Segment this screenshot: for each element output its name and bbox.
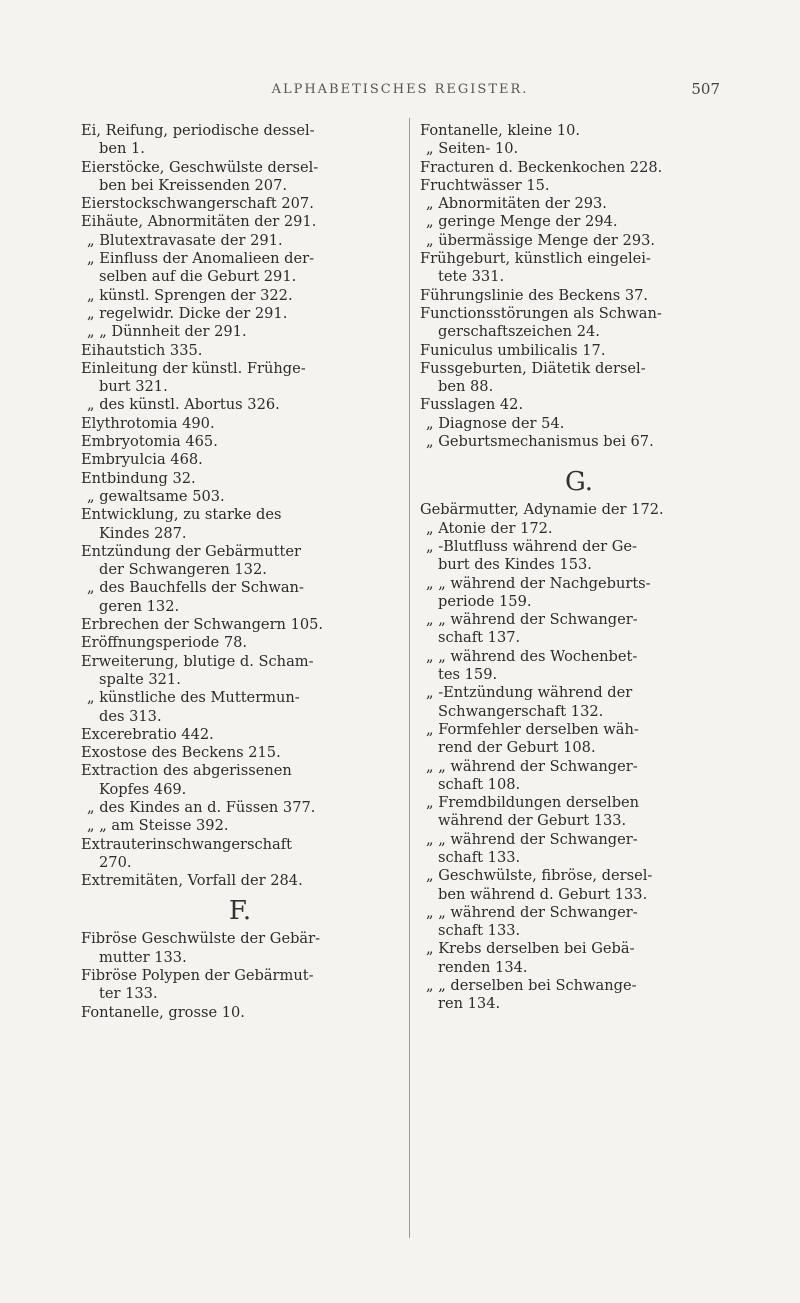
index-entry: Fibröse Geschwülste der Gebär-	[81, 930, 321, 948]
index-entry-continuation: geren 132.	[99, 597, 180, 615]
index-entry-continuation: schaft 133.	[438, 848, 521, 866]
index-entry-continuation: „ künstl. Sprengen der 322.	[87, 286, 293, 304]
index-entry-continuation: ben bei Kreissenden 207.	[99, 176, 288, 194]
index-entry-continuation: 270.	[99, 853, 132, 871]
index-entry: Embryulcia 468.	[81, 451, 203, 469]
index-entry-continuation: „ „ während der Schwanger-	[426, 757, 638, 775]
index-entry: Fontanelle, grosse 10.	[81, 1003, 245, 1021]
index-entry-continuation: „ „ während des Wochenbet-	[426, 647, 638, 665]
index-entry-continuation: burt 321.	[99, 378, 168, 396]
index-entry-continuation: „ „ am Steisse 392.	[87, 817, 229, 835]
index-entry-continuation: „ geringe Menge der 294.	[426, 213, 618, 231]
index-entry: Excerebratio 442.	[81, 725, 214, 743]
index-entry: Exostose des Beckens 215.	[81, 744, 281, 762]
index-entry: Funiculus umbilicalis 17.	[420, 341, 606, 359]
index-entry-continuation: „ Atonie der 172.	[426, 519, 553, 537]
index-entry: Functionsstörungen als Schwan-	[420, 304, 662, 322]
index-entry: Eihäute, Abnormitäten der 291.	[81, 213, 317, 231]
index-entry-continuation: „ des Bauchfells der Schwan-	[87, 579, 304, 597]
index-entry-continuation: „ „ während der Schwanger-	[426, 903, 638, 921]
index-entry: Eihautstich 335.	[81, 341, 203, 359]
index-entry-continuation: „ Diagnose der 54.	[426, 414, 565, 432]
right-column	[420, 122, 738, 1014]
section-letter: F.	[228, 896, 252, 927]
index-entry-continuation: „ „ während der Nachgeburts-	[426, 574, 651, 592]
index-entry-continuation: „ Seiten- 10.	[426, 140, 519, 158]
index-entry-continuation: „ -Blutfluss während der Ge-	[426, 537, 637, 555]
index-entry-continuation: „ „ während der Schwanger-	[426, 611, 638, 629]
index-entry-continuation: ben 1.	[99, 140, 145, 158]
running-title: ALPHABETISCHES REGISTER.	[271, 82, 529, 97]
index-entry-continuation: burt des Kindes 153.	[438, 556, 592, 574]
index-entry-continuation: renden 134.	[438, 958, 528, 976]
index-entry-continuation: ben während d. Geburt 133.	[438, 885, 648, 903]
index-entry: Eierstöcke, Geschwülste dersel-	[81, 158, 319, 176]
index-entry-continuation: „ Geschwülste, fibröse, dersel-	[426, 867, 653, 885]
index-entry-continuation: Kindes 287.	[99, 524, 187, 542]
index-entry-continuation: tes 159.	[438, 666, 498, 684]
index-entry: Eierstockschwangerschaft 207.	[81, 195, 314, 213]
index-entry-continuation: schaft 108.	[438, 775, 521, 793]
section-gap	[420, 451, 738, 461]
index-entry: Entwicklung, zu starke des	[81, 506, 282, 524]
index-entry-continuation: ren 134.	[438, 995, 501, 1013]
index-entry-continuation: schaft 137.	[438, 629, 521, 647]
index-entry-continuation: ter 133.	[99, 985, 158, 1003]
index-entry-continuation: Schwangerschaft 132.	[438, 702, 604, 720]
index-entry: Fontanelle, kleine 10.	[420, 122, 581, 139]
page-number: 507	[691, 80, 720, 98]
index-entry: Ei, Reifung, periodische dessel-	[81, 122, 315, 139]
index-entry: Frühgeburt, künstlich eingelei-	[420, 250, 651, 268]
index-entry: Fussgeburten, Diätetik dersel-	[420, 359, 646, 377]
index-entry-continuation: „ künstliche des Muttermun-	[87, 689, 300, 707]
index-entry-continuation: „ „ Dünnheit der 291.	[87, 323, 247, 341]
index-entry: Extremitäten, Vorfall der 284.	[81, 872, 303, 890]
index-entry: Eröffnungsperiode 78.	[81, 634, 248, 652]
index-entry-continuation: mutter 133.	[99, 948, 187, 966]
index-entry: Einleitung der künstl. Frühge-	[81, 359, 306, 377]
index-entry: Entbindung 32.	[81, 469, 196, 487]
index-entry: Erbrechen der Schwangern 105.	[81, 616, 324, 634]
left-column	[81, 122, 399, 1022]
index-entry-continuation: „ regelwidr. Dicke der 291.	[87, 304, 288, 322]
index-entry-continuation: selben auf die Geburt 291.	[99, 268, 297, 286]
index-entry-continuation: „ Fremdbildungen derselben	[426, 794, 640, 812]
index-entry: Führungslinie des Beckens 37.	[420, 286, 649, 304]
index-entry-continuation: Kopfes 469.	[99, 780, 187, 798]
index-entry: Fruchtwässer 15.	[420, 176, 550, 194]
index-entry-continuation: schaft 133.	[438, 922, 521, 940]
index-entry-continuation: während der Geburt 133.	[438, 812, 627, 830]
index-entry: Extraction des abgerissenen	[81, 762, 292, 780]
running-head	[0, 80, 800, 108]
index-entry-continuation: ben 88.	[438, 378, 494, 396]
index-entry-continuation: tete 331.	[438, 268, 505, 286]
index-entry-continuation: „ des künstl. Abortus 326.	[87, 396, 280, 414]
index-entry-continuation: spalte 321.	[99, 670, 181, 688]
index-entry-continuation: der Schwangeren 132.	[99, 561, 267, 579]
index-entry-continuation: „ des Kindes an d. Füssen 377.	[87, 798, 316, 816]
index-entry: Embryotomia 465.	[81, 433, 218, 451]
index-entry-continuation: „ „ derselben bei Schwange-	[426, 977, 637, 995]
index-entry-continuation: periode 159.	[438, 592, 532, 610]
index-entry: Fusslagen 42.	[420, 396, 524, 414]
index-entry-continuation: „ Einfluss der Anomalieen der-	[87, 250, 315, 268]
index-entry-continuation: rend der Geburt 108.	[438, 739, 596, 757]
section-letter: G.	[564, 467, 594, 498]
index-entry-continuation: „ gewaltsame 503.	[87, 487, 225, 505]
index-entry-continuation: gerschaftszeichen 24.	[438, 323, 600, 341]
index-entry-continuation: „ Abnormitäten der 293.	[426, 195, 607, 213]
index-entry: Entzündung der Gebärmutter	[81, 542, 302, 560]
index-entry-continuation: „ übermässige Menge der 293.	[426, 231, 656, 249]
index-entry: Elythrotomia 490.	[81, 414, 215, 432]
column-divider	[409, 118, 410, 1238]
index-entry-continuation: „ Geburtsmechanismus bei 67.	[426, 433, 654, 451]
index-entry: Gebärmutter, Adynamie der 172.	[420, 501, 664, 519]
index-entry: Fracturen d. Beckenkochen 228.	[420, 158, 663, 176]
index-entry: Extrauterinschwangerschaft	[81, 835, 293, 853]
index-entry-continuation: „ -Entzündung während der	[426, 684, 633, 702]
index-entry-continuation: des 313.	[99, 707, 162, 725]
index-entry-continuation: „ Formfehler derselben wäh-	[426, 720, 639, 738]
index-entry-continuation: „ „ während der Schwanger-	[426, 830, 638, 848]
index-entry-continuation: „ Krebs derselben bei Gebä-	[426, 940, 635, 958]
index-entry: Fibröse Polypen der Gebärmut-	[81, 967, 314, 985]
index-entry: Erweiterung, blutige d. Scham-	[81, 652, 314, 670]
index-entry-continuation: „ Blutextravasate der 291.	[87, 231, 283, 249]
